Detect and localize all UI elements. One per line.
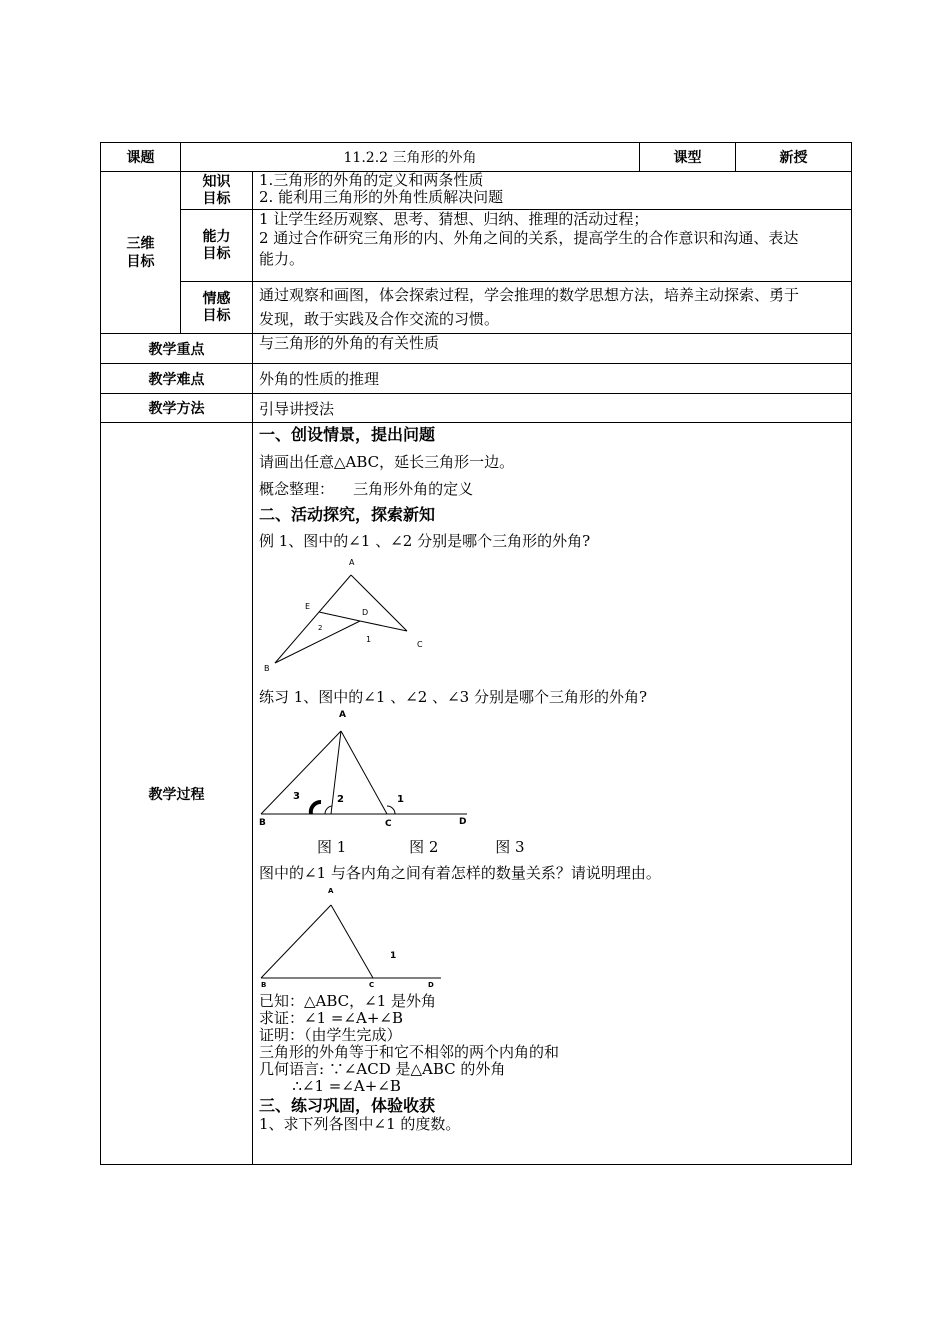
knowledge-line-2: 2. 能利用三角形的外角性质解决问题 bbox=[259, 188, 504, 206]
proof-geometric-1: 几何语言: ∵∠ACD 是△ABC 的外角 bbox=[259, 1060, 506, 1078]
figure-2-label-c: C bbox=[385, 819, 392, 829]
process-content bbox=[253, 423, 852, 1165]
figure-1-label-e: E bbox=[305, 602, 311, 611]
type-value: 新授 bbox=[736, 143, 852, 172]
section-1-p2: 概念整理： 三角形外角的定义 bbox=[259, 480, 474, 498]
method-label: 教学方法 bbox=[101, 394, 253, 423]
topic-value: 11.2.2 三角形的外角 bbox=[181, 143, 640, 172]
figure-1-lines bbox=[275, 575, 407, 663]
figure-2-angle-3-mark bbox=[311, 802, 321, 814]
emotion-label: 情感目标 bbox=[181, 282, 253, 334]
knowledge-content bbox=[253, 172, 852, 210]
emotion-row bbox=[101, 282, 852, 334]
proof-theorem: 三角形的外角等于和它不相邻的两个内角的和 bbox=[259, 1043, 560, 1061]
key-point-label: 教学重点 bbox=[101, 334, 253, 364]
figure-3-label-c: C bbox=[369, 981, 375, 989]
figure-3 bbox=[259, 883, 449, 989]
figure-captions bbox=[259, 836, 845, 858]
proof-geometric-2: ∴∠1 =∠A+∠B bbox=[259, 1077, 401, 1095]
figure-3-lines bbox=[261, 905, 441, 978]
type-label: 课型 bbox=[640, 143, 736, 172]
knowledge-label: 知识目标 bbox=[181, 172, 253, 210]
knowledge-line-1: 1.三角形的外角的定义和两条性质 bbox=[259, 171, 484, 189]
ability-row bbox=[101, 210, 852, 282]
practice-1: 练习 1、图中的∠1 、∠2 、∠3 分别是哪个三角形的外角? bbox=[259, 688, 647, 706]
figure-2-label-1: 1 bbox=[397, 794, 404, 805]
method-value: 引导讲授法 bbox=[253, 394, 852, 423]
example-1: 例 1、图中的∠1 、∠2 分别是哪个三角形的外角? bbox=[259, 532, 591, 550]
proof-proof: 证明：（由学生完成） bbox=[259, 1026, 402, 1044]
difficulty-row bbox=[101, 364, 852, 394]
topic-label: 课题 bbox=[101, 143, 181, 172]
figure-2-label-d: D bbox=[459, 817, 467, 827]
figure-3-label-a: A bbox=[328, 887, 334, 895]
proof-given: 已知：△ABC，∠1 是外角 bbox=[259, 992, 437, 1010]
ability-line-2: 2 通过合作研究三角形的内、外角之间的关系，提高学生的合作意识和沟通、表达 bbox=[259, 229, 799, 247]
figure-1-label-1: 1 bbox=[366, 635, 372, 644]
caption-fig-3: 图 3 bbox=[495, 838, 525, 856]
proof-block bbox=[259, 993, 845, 1095]
emotion-line-2: 发现，敢于实践及合作交流的习惯。 bbox=[259, 310, 500, 328]
figure-1-label-c: C bbox=[417, 640, 423, 649]
ability-content bbox=[253, 210, 852, 282]
figure-2-label-2: 2 bbox=[337, 794, 344, 805]
figure-3-label-b: B bbox=[261, 981, 267, 989]
figure-1 bbox=[259, 553, 459, 673]
figure-1-label-b: B bbox=[264, 664, 270, 673]
figure-3-label-1: 1 bbox=[390, 951, 397, 961]
emotion-content bbox=[253, 282, 852, 334]
figure-2-label-a: A bbox=[339, 710, 346, 720]
figure-1-label-d: D bbox=[362, 608, 369, 617]
ability-label: 能力目标 bbox=[181, 210, 253, 282]
proof-to-prove: 求证：∠1 =∠A+∠B bbox=[259, 1009, 404, 1027]
section-3-title: 三、练习巩固，体验收获 bbox=[259, 1096, 436, 1115]
section-3-p1: 1、求下列各图中∠1 的度数。 bbox=[259, 1115, 461, 1133]
ability-line-3: 能力。 bbox=[259, 250, 305, 268]
difficulty-label: 教学难点 bbox=[101, 364, 253, 394]
method-row bbox=[101, 394, 852, 423]
process-row bbox=[101, 423, 852, 1165]
difficulty-value: 外角的性质的推理 bbox=[253, 364, 852, 394]
key-point-row bbox=[101, 334, 852, 364]
figure-2-label-b: B bbox=[259, 818, 266, 828]
section-1-p1: 请画出任意△ABC，延长三角形一边。 bbox=[259, 453, 515, 471]
figure-1-label-a: A bbox=[349, 558, 355, 567]
section-1-title: 一、创设情景，提出问题 bbox=[259, 425, 436, 444]
caption-fig-1: 图 1 bbox=[317, 838, 347, 856]
caption-fig-2: 图 2 bbox=[409, 838, 439, 856]
key-point-value: 与三角形的外角的有关性质 bbox=[253, 334, 852, 364]
header-row bbox=[101, 143, 852, 172]
emotion-line-1: 通过观察和画图，体会探索过程，学会推理的数学思想方法，培养主动探索、勇于 bbox=[259, 286, 800, 304]
knowledge-row bbox=[101, 172, 852, 210]
objectives-label: 三维目标 bbox=[101, 172, 181, 334]
figure-1-label-2: 2 bbox=[318, 624, 323, 632]
ability-line-1: 1 让学生经历观察、思考、猜想、归纳、推理的活动过程； bbox=[259, 210, 649, 228]
section-2-title: 二、活动探究，探索新知 bbox=[259, 505, 436, 524]
process-label: 教学过程 bbox=[101, 423, 253, 1165]
figure-3-label-d: D bbox=[428, 981, 434, 989]
figure-2 bbox=[259, 708, 489, 832]
relation-question: 图中的∠1 与各内角之间有着怎样的数量关系？请说明理由。 bbox=[259, 864, 661, 882]
figure-2-label-3: 3 bbox=[293, 791, 300, 802]
lesson-plan-table bbox=[100, 142, 852, 1165]
figure-2-lines bbox=[261, 731, 467, 814]
